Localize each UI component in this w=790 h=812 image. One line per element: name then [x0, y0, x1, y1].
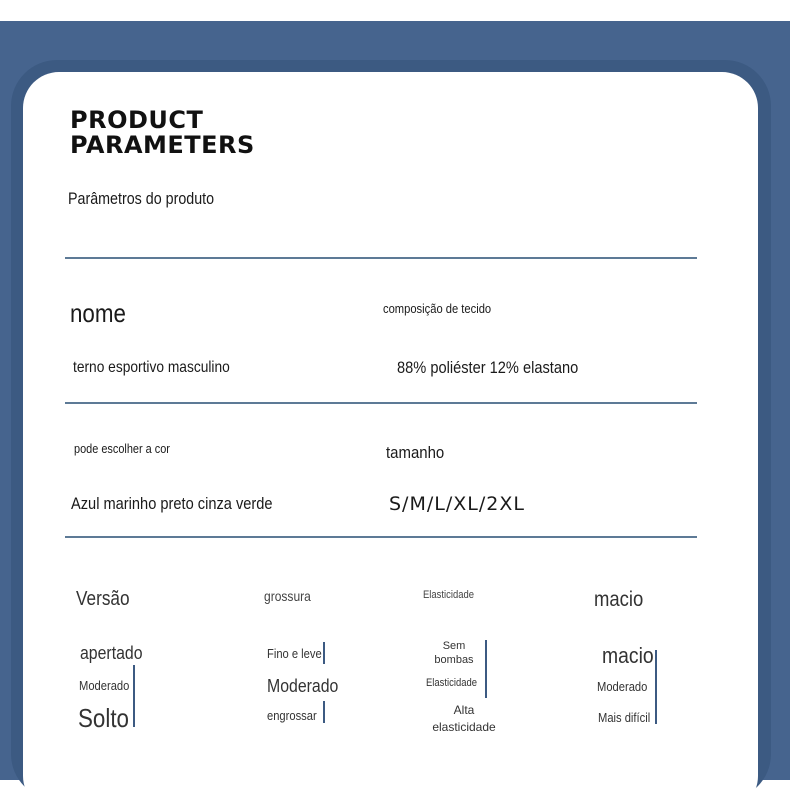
elasticity-label: Elasticidade	[423, 589, 475, 601]
name-label: nome	[70, 298, 126, 328]
elasticity-option-medium: Elasticidade	[426, 677, 478, 689]
thickness-option-moderate: Moderado	[267, 676, 339, 696]
color-value: Azul marinho preto cinza verde	[71, 494, 273, 513]
thickness-indicator-bottom	[323, 701, 325, 723]
version-option-moderate: Moderado	[79, 678, 130, 693]
thickness-label: grossura	[264, 588, 311, 604]
page-subtitle: Parâmetros do produto	[68, 189, 215, 208]
elasticity-option-none: Sem bombas	[434, 640, 474, 666]
elasticity-indicator	[485, 640, 487, 698]
version-indicator	[133, 665, 135, 727]
fabric-label: composição de tecido	[383, 301, 492, 316]
thickness-option-thin: Fino e leve	[267, 646, 322, 661]
version-option-loose: Solto	[78, 703, 129, 733]
softness-label: macio	[594, 588, 644, 611]
softness-option-moderate: Moderado	[597, 679, 648, 694]
page-title	[70, 108, 255, 158]
name-value: terno esportivo masculino	[73, 359, 230, 376]
size-value: S/M/L/XL/2XL	[389, 493, 525, 515]
title-line-1: PRODUCT	[70, 106, 204, 134]
softness-option-firmer: Mais difícil	[598, 710, 651, 725]
version-option-tight: apertado	[80, 643, 143, 663]
thickness-indicator-top	[323, 642, 325, 664]
thickness-option-thick: engrossar	[267, 708, 317, 723]
color-label: pode escolher a cor	[74, 441, 170, 456]
divider-3	[65, 536, 697, 538]
title-line-2: PARAMETERS	[70, 131, 255, 159]
divider-1	[65, 257, 697, 259]
divider-2	[65, 402, 697, 404]
elasticity-option-high: Alta elasticidade	[432, 703, 496, 734]
softness-indicator	[655, 650, 657, 724]
version-label: Versão	[76, 588, 130, 610]
size-label: tamanho	[386, 443, 445, 462]
softness-option-soft: macio	[602, 643, 654, 668]
fabric-value: 88% poliéster 12% elastano	[397, 358, 579, 377]
